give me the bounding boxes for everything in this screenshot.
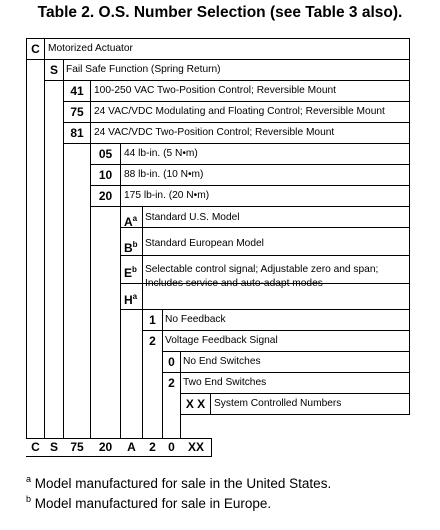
desc-e-line2: Includes service and auto-adapt modes — [145, 278, 323, 289]
desc-05: 44 lb-in. (5 N•m) — [124, 148, 198, 159]
code-xx: X X — [185, 397, 206, 411]
rule — [63, 101, 409, 102]
code-switch-2: 2 — [168, 376, 175, 390]
code-81: 81 — [70, 126, 84, 140]
rule — [211, 438, 212, 457]
example-code-c: C — [31, 440, 40, 454]
rule — [409, 38, 410, 415]
rule — [26, 438, 212, 439]
code-75: 75 — [70, 105, 84, 119]
desc-feedback-1: No Feedback — [165, 314, 226, 325]
example-code-s: S — [49, 440, 58, 454]
desc-feedback-2: Voltage Feedback Signal — [165, 335, 278, 346]
example-code-model: A — [127, 440, 136, 454]
table-title: Table 2. O.S. Number Selection (see Table 3 also). — [37, 4, 403, 21]
desc-10: 88 lb-in. (10 N•m) — [124, 169, 204, 180]
footnote-b: $^b$ Model manufactured for sale in Europe. — [26, 494, 272, 511]
code-05: 05 — [98, 147, 113, 161]
code-s: S — [49, 63, 58, 77]
rule — [180, 393, 409, 394]
rule — [120, 309, 142, 310]
rule — [26, 38, 409, 39]
example-code-torque: 20 — [98, 440, 113, 454]
rule — [44, 80, 409, 81]
code-41: 41 — [70, 84, 84, 98]
desc-xx: System Controlled Numbers — [214, 398, 342, 409]
desc-switch-2: Two End Switches — [183, 377, 267, 388]
rule — [90, 80, 91, 438]
rule — [120, 143, 121, 438]
code-e: $E^b$ — [124, 265, 137, 280]
rule — [142, 255, 143, 283]
rule — [142, 330, 409, 331]
rule — [162, 351, 409, 352]
rule — [26, 59, 409, 60]
code-20: 20 — [98, 189, 113, 203]
code-10: 10 — [98, 168, 113, 182]
rule — [162, 372, 409, 373]
desc-a: Standard U.S. Model — [145, 212, 240, 223]
rule — [26, 456, 212, 457]
rule — [142, 309, 409, 310]
code-a: $A^a$ — [124, 214, 138, 229]
code-switch-0: 0 — [168, 355, 175, 369]
rule — [162, 309, 163, 351]
code-c: C — [31, 42, 40, 56]
footnote-a: $^a$ Model manufactured for sale in the United States. — [26, 474, 332, 491]
rule — [180, 414, 409, 415]
desc-b: Standard European Model — [145, 238, 264, 249]
rule — [120, 227, 409, 228]
code-b: $B^b$ — [124, 240, 138, 255]
example-code-switch: 0 — [168, 440, 175, 454]
desc-20: 175 lb-in. (20 N•m) — [124, 190, 210, 201]
rule — [63, 122, 409, 123]
example-code-system: XX — [187, 440, 204, 454]
desc-c: Motorized Actuator — [48, 43, 133, 54]
example-code-control: 75 — [70, 440, 84, 454]
rule — [90, 206, 409, 207]
rule — [180, 351, 181, 393]
rule — [26, 38, 27, 438]
desc-41: 100-250 VAC Two-Position Control; Reversible Mount — [94, 85, 336, 96]
rule — [90, 185, 409, 186]
rule — [63, 143, 409, 144]
code-feedback-1: 1 — [149, 313, 156, 327]
desc-s: Fail Safe Function (Spring Return) — [66, 64, 221, 75]
rule — [210, 393, 211, 414]
desc-switch-0: No End Switches — [183, 356, 261, 367]
rule — [44, 38, 45, 438]
desc-e-line1: Selectable control signal; Adjustable zero and span; — [145, 264, 379, 275]
example-code-feedback: 2 — [149, 440, 156, 454]
desc-81: 24 VAC/VDC Two-Position Control; Reversible Mount — [94, 127, 335, 138]
code-h: $H^a$ — [124, 292, 138, 307]
code-feedback-2: 2 — [149, 334, 156, 348]
rule — [90, 164, 409, 165]
desc-75: 24 VAC/VDC Modulating and Floating Control; Reversible Mount — [94, 106, 385, 117]
rule — [120, 255, 409, 256]
